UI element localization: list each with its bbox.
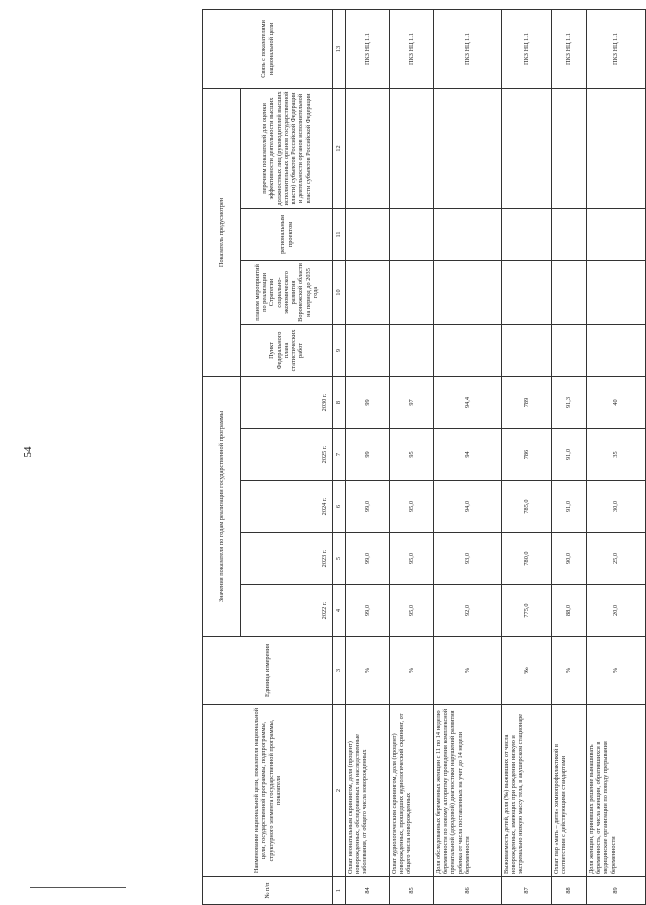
row-value-2024: 30,0	[587, 481, 646, 533]
row-value-2025: 35	[587, 429, 646, 481]
row-value-2025: 94	[434, 429, 502, 481]
row-value-2024: 94,0	[434, 481, 502, 533]
header-year-2030: 2030 г.	[241, 376, 333, 428]
row-value-2025: 99	[346, 429, 390, 481]
header-decree: перечнем показателей для оценки эффективности деятельности высших должностных лиц (руководителей высших исполнительных органов государственной власти) субъектов Российской Федерации и деятельности органов исполнительной власти субъектов Российской Федерации	[241, 88, 333, 208]
row-value-2022: 775,0	[502, 585, 552, 637]
footer-rule	[30, 887, 126, 888]
row-value-2030: 94,4	[434, 376, 502, 428]
column-number: 7	[333, 429, 346, 481]
row-link: ПКЗ НЦ 1.1	[390, 9, 434, 88]
row-link: ПКЗ НЦ 1.1	[502, 9, 552, 88]
row-decree	[346, 88, 390, 208]
row-value-2025: 786	[502, 429, 552, 481]
row-fed-plan	[552, 324, 587, 376]
row-link: ПКЗ НЦ 1.1	[552, 9, 587, 88]
row-value-2023: 780,0	[502, 533, 552, 585]
row-regional	[552, 208, 587, 260]
column-number: 12	[333, 88, 346, 208]
header-year-2024: 2024 г.	[241, 481, 333, 533]
header-basis-group: Показатель предусмотрен	[203, 88, 241, 376]
header-link: Связь с показателями национальной цели	[203, 9, 333, 88]
row-fed-plan	[502, 324, 552, 376]
row-link: ПКЗ НЦ 1.1	[587, 9, 646, 88]
row-decree	[390, 88, 434, 208]
header-name: Наименование национальной цели, показателя национальной цели, государственной программы, подпрограммы, структурного элемента государственной программы, показателя	[203, 705, 333, 877]
column-number: 2	[333, 705, 346, 877]
row-name: Доля обследованных беременных женщин с 11 по 14 неделю беременности по новому алгоритму проведения комплексной пренатальной (дородовой) диагностики нарушений развития ребенка от числа поставленных на учет до 14 недели беременности	[434, 705, 502, 877]
row-value-2025: 91,0	[552, 429, 587, 481]
row-value-2024: 785,0	[502, 481, 552, 533]
row-value-2030: 99	[346, 376, 390, 428]
column-number: 4	[333, 585, 346, 637]
row-value-2023: 93,0	[434, 533, 502, 585]
page-number: 54	[22, 446, 34, 458]
table-row	[552, 9, 587, 904]
row-strategy	[390, 260, 434, 324]
row-value-2023: 95,0	[390, 533, 434, 585]
header-no: № п/п	[203, 877, 333, 905]
header-fed-plan: Пункт Федерального плана статистических работ	[241, 324, 333, 376]
table-row	[434, 9, 502, 904]
indicator-table	[202, 9, 646, 905]
row-strategy	[552, 260, 587, 324]
column-number: 5	[333, 533, 346, 585]
column-number: 3	[333, 637, 346, 705]
row-value-2023: 25,0	[587, 533, 646, 585]
column-number: 11	[333, 208, 346, 260]
indicator-table-wrapper	[202, 20, 645, 905]
row-strategy	[434, 260, 502, 324]
row-no: 85	[390, 877, 434, 905]
row-fed-plan	[587, 324, 646, 376]
column-number: 1	[333, 877, 346, 905]
row-value-2023: 99,0	[346, 533, 390, 585]
row-value-2030: 97	[390, 376, 434, 428]
row-unit: ‰	[502, 637, 552, 705]
row-decree	[434, 88, 502, 208]
row-decree	[552, 88, 587, 208]
row-unit: %	[552, 637, 587, 705]
row-value-2022: 95,0	[390, 585, 434, 637]
header-strategy: планом мероприятий по реализации Стратегии социально-экономического развития Воронежской области на период до 2035 года	[241, 260, 333, 324]
row-value-2030: 40	[587, 376, 646, 428]
row-value-2025: 95	[390, 429, 434, 481]
column-number-row	[333, 9, 346, 904]
row-unit: %	[434, 637, 502, 705]
row-value-2023: 90,0	[552, 533, 587, 585]
row-unit: %	[390, 637, 434, 705]
row-regional	[346, 208, 390, 260]
row-value-2022: 88,0	[552, 585, 587, 637]
table-row	[587, 9, 646, 904]
row-no: 88	[552, 877, 587, 905]
row-strategy	[346, 260, 390, 324]
row-value-2022: 92,0	[434, 585, 502, 637]
row-name: Охват неонатальным скринингом, доля (процент) новорожденных, обследованных на наследственные заболевания, от общего числа новорожденных	[346, 705, 390, 877]
row-value-2022: 20,0	[587, 585, 646, 637]
row-name: Выживаемость детей, доля (‰) выживших от числа новорожденных, имеющих при рождении низкую и экстремально низкую массу тела, в акушерском стационаре	[502, 705, 552, 877]
column-number: 13	[333, 9, 346, 88]
row-value-2022: 99,0	[346, 585, 390, 637]
row-regional	[390, 208, 434, 260]
column-number: 9	[333, 324, 346, 376]
row-no: 89	[587, 877, 646, 905]
rotated-table-sheet	[202, 20, 645, 905]
row-strategy	[587, 260, 646, 324]
row-no: 86	[434, 877, 502, 905]
column-number: 6	[333, 481, 346, 533]
row-name: Охват аудиологическим скринингом, доля (процент) новорожденных, прошедших аудиологический скрининг, от общего числа новорожденных	[390, 705, 434, 877]
row-name: Охват пар «мать – дитя» химиопрофилактикой в соответствии с действующими стандартами	[552, 705, 587, 877]
header-year-2022: 2022 г.	[241, 585, 333, 637]
table-row	[502, 9, 552, 904]
row-no: 84	[346, 877, 390, 905]
table-row	[346, 9, 390, 904]
column-number: 8	[333, 376, 346, 428]
row-unit: %	[587, 637, 646, 705]
row-value-2030: 91,3	[552, 376, 587, 428]
row-strategy	[502, 260, 552, 324]
header-year-2023: 2023 г.	[241, 533, 333, 585]
column-number: 10	[333, 260, 346, 324]
row-link: ПКЗ НЦ 1.1	[346, 9, 390, 88]
row-decree	[502, 88, 552, 208]
header-unit: Единица измерения	[203, 637, 333, 705]
row-fed-plan	[346, 324, 390, 376]
row-value-2024: 91,0	[552, 481, 587, 533]
header-year-2025: 2025 г.	[241, 429, 333, 481]
row-value-2024: 99,0	[346, 481, 390, 533]
row-unit: %	[346, 637, 390, 705]
row-regional	[434, 208, 502, 260]
row-value-2030: 789	[502, 376, 552, 428]
row-fed-plan	[434, 324, 502, 376]
header-regional: региональным проектом	[241, 208, 333, 260]
row-no: 87	[502, 877, 552, 905]
row-regional	[502, 208, 552, 260]
header-values-group: Значения показателя по годам реализации государственной программы	[203, 376, 241, 636]
row-fed-plan	[390, 324, 434, 376]
table-row	[390, 9, 434, 904]
row-value-2024: 95,0	[390, 481, 434, 533]
row-regional	[587, 208, 646, 260]
row-link: ПКЗ НЦ 1.1	[434, 9, 502, 88]
row-decree	[587, 88, 646, 208]
row-name: Доля женщин, принявших решение вынашивать беременность, от числа женщин, обратившихся в медицинские организации по поводу прерывания беременности	[587, 705, 646, 877]
